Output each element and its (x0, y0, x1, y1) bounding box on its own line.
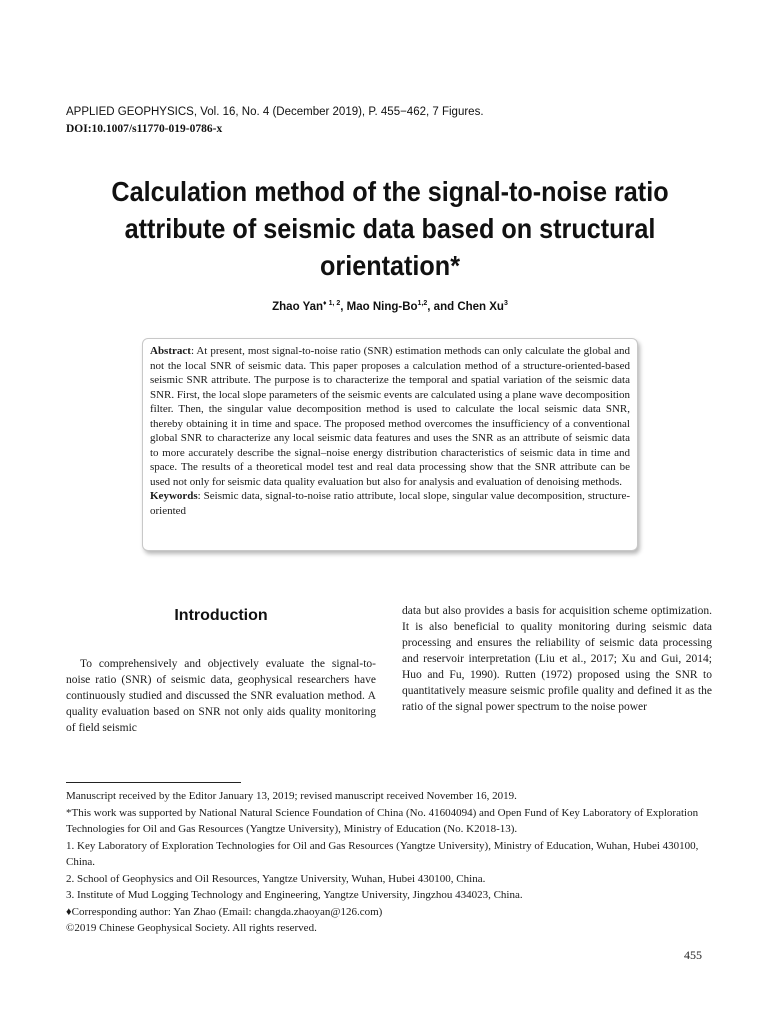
abstract-label: Abstract (150, 345, 191, 357)
journal-citation: APPLIED GEOPHYSICS, Vol. 16, No. 4 (December 2019), P. 455−462, 7 Figures. (66, 106, 484, 118)
author-name: Zhao Yan (272, 300, 324, 313)
author-separator: , and (427, 300, 458, 313)
paper-title: Calculation method of the signal-to-noise ratio attribute of seismic data based on structural orientation* (111, 176, 669, 281)
author-name: Mao Ning-Bo (346, 300, 418, 313)
abstract-box (142, 338, 638, 551)
body-paragraph: data but also provides a basis for acquisition scheme optimization. It is also beneficial to quality monitoring during seismic data processing and ensures the reliability of seismic data processing and reservoir interpretation (Liu et al., 2017; Xu and Gui, 2014; Huo and Fu, 1990). Rutten (1972) proposed using the SNR to quantitatively measure seismic profile quality and defined it as the ratio of the signal power spectrum to the noise power (402, 605, 712, 713)
body-column-right (402, 603, 712, 715)
author-affiliation-mark: 3 (503, 300, 508, 307)
doi-link[interactable]: DOI:10.1007/s11770-019-0786-x (66, 123, 223, 135)
footnote-affiliation-3: 3. Institute of Mud Logging Technology and Engineering, Yangtze University, Jingzhou 434023, China. (66, 889, 523, 901)
abstract-text: : At present, most signal-to-noise ratio (SNR) estimation methods can only calculate the global and not the local SNR of seismic data. This paper proposes a calculation method of a structure-oriented-based seismic SNR attribute. The purpose is to characterize the temporal and spatial variation of the seismic data SNR. First, the local slope parameters of the seismic events are calculated using a plane wave decomposition filter. Then, the singular value decomposition method is used to calculate the local seismic data SNR, thereby obtaining it in time and space. The proposed method overcomes the insufficiency of a conventional global SNR to characterize any local seismic data features and uses the SNR as an attribute of seismic data to more accurately describe the signal–noise energy distribution characteristics of seismic data in time and space. The results of a theoretical model test and real data processing show that the SNR attribute can be used not only for seismic data quality evaluation but also for analysis and evaluation of denoising methods. (150, 345, 630, 488)
page-number: 455 (684, 948, 702, 962)
keywords-label: Keywords (150, 490, 198, 502)
footnotes (66, 788, 714, 937)
body-paragraph: To comprehensively and objectively evaluate the signal-to-noise ratio (SNR) of seismic data, geophysical researchers have continuously studied and discussed the SNR evaluation method. A quality evaluation based on SNR not only aids quality monitoring of field seismic (66, 658, 376, 734)
abstract-paragraph (150, 344, 630, 489)
footnote-manuscript: Manuscript received by the Editor January 13, 2019; revised manuscript received November 16, 2019. (66, 790, 517, 802)
footnote-rule (66, 782, 241, 783)
footnote-corresponding-author: ♦Corresponding author: Yan Zhao (Email: changda.zhaoyan@126.com) (66, 905, 383, 918)
section-heading-introduction: Introduction (174, 607, 268, 624)
keywords-text: : Seismic data, signal-to-noise ratio attribute, local slope, singular value decomposition, structure-oriented (150, 490, 630, 517)
keywords-paragraph (150, 489, 630, 518)
footnote-affiliation-2: 2. School of Geophysics and Oil Resources, Yangtze University, Wuhan, Hubei 430100, China. (66, 872, 486, 885)
author-name: Chen Xu (457, 300, 504, 313)
footnote-copyright: ©2019 Chinese Geophysical Society. All rights reserved. (66, 922, 317, 934)
author-separator: , (340, 300, 347, 313)
author-affiliation-mark: 1,2 (417, 300, 428, 307)
footnote-affiliation-1: 1. Key Laboratory of Exploration Technologies for Oil and Gas Resources (Yangtze University), Ministry of Education, Wuhan, Hubei 430100, China. (66, 839, 699, 868)
author-list (0, 300, 768, 313)
body-column-left (66, 656, 376, 736)
author-affiliation-mark: ♦ 1, 2 (323, 300, 341, 307)
footnote-funding: *This work was supported by National Natural Science Foundation of China (No. 41604094) and Open Fund of Key Laboratory of Exploration Technologies for Oil and Gas Resources (Yangtze University), Ministry of Education (No. K2018-13). (66, 806, 699, 835)
